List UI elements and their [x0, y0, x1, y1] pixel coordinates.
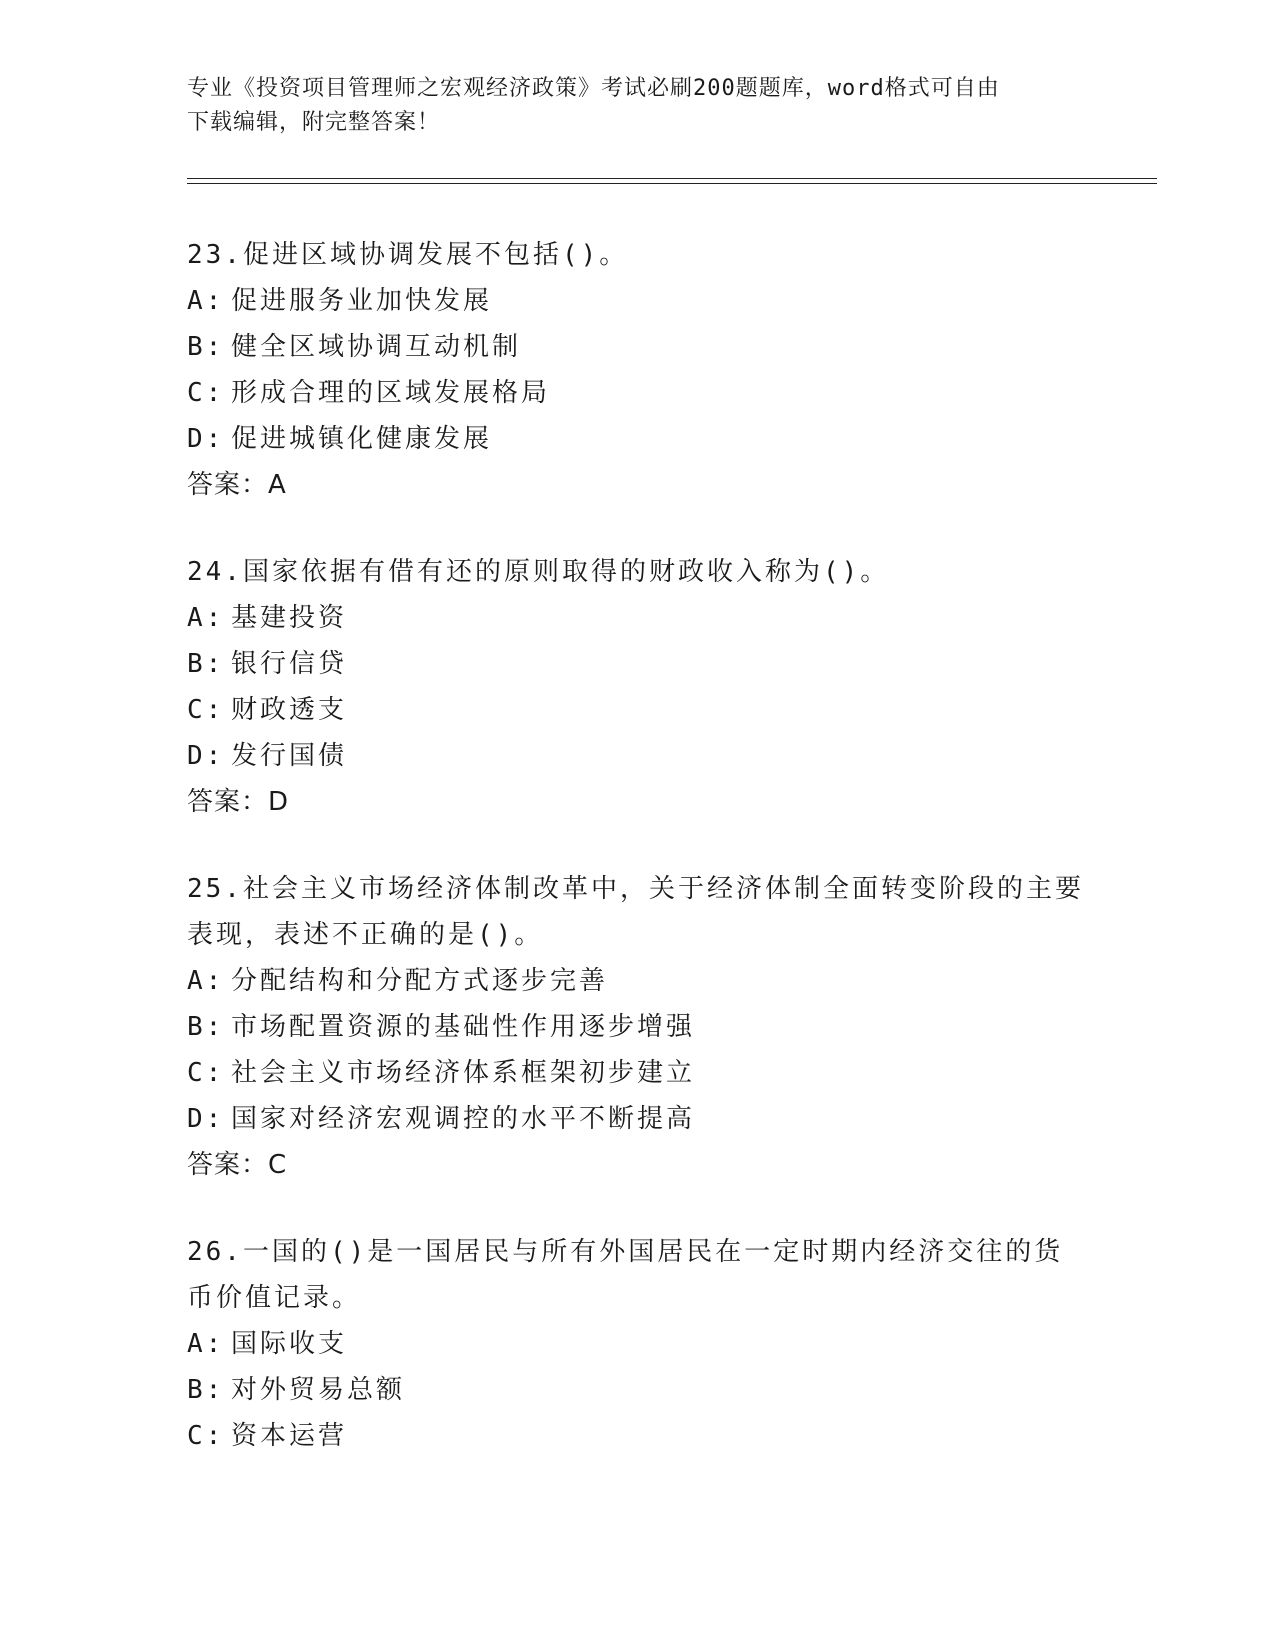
question-text: 25.社会主义市场经济体制改革中，关于经济体制全面转变阶段的主要表现，表述不正确的是()。 [187, 874, 1084, 950]
option-text: 基建投资 [231, 603, 348, 633]
option-text: 对外贸易总额 [231, 1375, 406, 1405]
option-key: D: [187, 424, 225, 454]
answer: 答案：A [187, 470, 287, 500]
option-b [187, 1367, 1087, 1413]
question-24 [187, 549, 1087, 825]
option-b [187, 324, 1087, 370]
option-text: 银行信贷 [231, 649, 348, 679]
option-text: 促进城镇化健康发展 [231, 424, 493, 454]
option-key: B: [187, 649, 225, 679]
option-d [187, 416, 1087, 462]
option-key: B: [187, 332, 225, 362]
question-26 [187, 1229, 1087, 1459]
option-key: C: [187, 695, 225, 725]
question-text: 26.一国的()是一国居民与所有外国居民在一定时期内经济交往的货币价值记录。 [187, 1237, 1064, 1313]
option-key: C: [187, 1421, 225, 1451]
option-c [187, 687, 1087, 733]
question-23 [187, 232, 1087, 508]
option-key: C: [187, 378, 225, 408]
option-key: A: [187, 286, 225, 316]
option-c [187, 370, 1087, 416]
option-d [187, 1096, 1087, 1142]
option-c [187, 1413, 1087, 1459]
option-a [187, 595, 1087, 641]
option-text: 社会主义市场经济体系框架初步建立 [231, 1058, 696, 1088]
option-a [187, 278, 1087, 324]
header-line-2: 下载编辑，附完整答案！ [187, 110, 441, 135]
answer: 答案：C [187, 1150, 288, 1180]
option-text: 国际收支 [231, 1329, 348, 1359]
option-key: C: [187, 1058, 225, 1088]
option-text: 财政透支 [231, 695, 348, 725]
option-text: 市场配置资源的基础性作用逐步增强 [231, 1012, 696, 1042]
header-divider-top [187, 178, 1157, 179]
option-text: 国家对经济宏观调控的水平不断提高 [231, 1104, 696, 1134]
option-key: B: [187, 1012, 225, 1042]
option-d [187, 733, 1087, 779]
option-b [187, 1004, 1087, 1050]
option-key: D: [187, 1104, 225, 1134]
question-text: 23.促进区域协调发展不包括()。 [187, 240, 629, 270]
option-key: A: [187, 1329, 225, 1359]
question-list [187, 232, 1087, 1500]
option-b [187, 641, 1087, 687]
option-text: 形成合理的区域发展格局 [231, 378, 551, 408]
question-text: 24.国家依据有借有还的原则取得的财政收入称为()。 [187, 557, 890, 587]
option-key: D: [187, 741, 225, 771]
option-key: A: [187, 966, 225, 996]
option-a [187, 958, 1087, 1004]
option-text: 发行国债 [231, 741, 348, 771]
document-header [187, 72, 1087, 140]
option-text: 促进服务业加快发展 [231, 286, 493, 316]
option-text: 分配结构和分配方式逐步完善 [231, 966, 609, 996]
option-a [187, 1321, 1087, 1367]
option-key: B: [187, 1375, 225, 1405]
header-divider-bottom [187, 183, 1157, 184]
answer: 答案：D [187, 787, 290, 817]
option-text: 资本运营 [231, 1421, 348, 1451]
option-c [187, 1050, 1087, 1096]
question-25 [187, 866, 1087, 1188]
header-line-1: 专业《投资项目管理师之宏观经济政策》考试必刷200题题库，word格式可自由 [187, 76, 1000, 101]
option-key: A: [187, 603, 225, 633]
option-text: 健全区域协调互动机制 [231, 332, 522, 362]
